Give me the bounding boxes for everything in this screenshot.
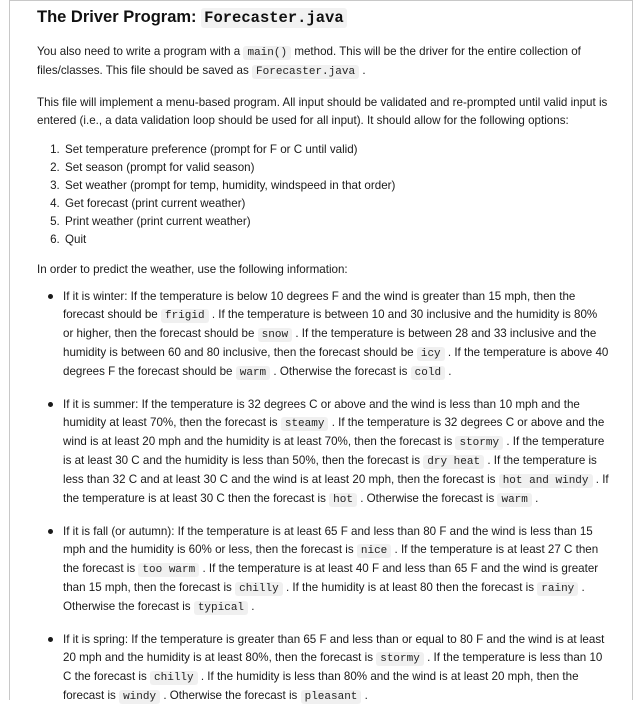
rule-text: If it is winter: If the temperature is below 10 degrees F and the wind is greater than 15 mph, then the forecast should be (63, 290, 576, 321)
season-rules-list (37, 288, 609, 706)
inline-code: Forecaster.java (252, 65, 359, 79)
forecast-code: cold (411, 366, 445, 380)
bullet-icon (48, 637, 53, 642)
title-filename: Forecaster.java (201, 8, 347, 28)
rule-text: . If the temperature is 32 degrees C or above and the wind is at least 20 mph and the humidity is at least 70%, then the forecast is (63, 416, 605, 448)
forecast-code: frigid (161, 309, 209, 323)
forecast-code: icy (417, 347, 445, 361)
forecast-code: hot and windy (499, 474, 593, 488)
rule-text: If it is spring: If the temperature is greater than 65 F and less than or equal to 80 F and the wind is at least 20 mph and the humidity is at least 80%, then the forecast is (63, 633, 605, 664)
rule-text: If it is fall (or autumn): If the temperature is at least 65 F and less than 80 F and the wind is less than 15 mph and the humidity is 60% or less, then the forecast is (63, 525, 593, 556)
forecast-code: warm (236, 366, 270, 380)
title-text: The Driver Program: (37, 8, 197, 26)
intro-paragraph (37, 43, 609, 81)
rule-text: . Otherwise the forecast is (360, 492, 495, 505)
page-border-left (9, 0, 10, 700)
rule-text: . Otherwise the forecast is (63, 581, 585, 613)
forecast-code: typical (194, 601, 248, 615)
rule-text: . (535, 492, 539, 505)
forecast-code: chilly (235, 582, 283, 596)
document-content (37, 0, 609, 720)
menu-option: 1. Set temperature preference (prompt for F or C until valid) (63, 141, 609, 159)
forecast-code: steamy (281, 417, 329, 431)
rule-text: . If the temperature is at least 27 C then the forecast is (63, 543, 599, 575)
forecast-code: chilly (150, 671, 198, 685)
page-title (37, 6, 609, 29)
prediction-intro: In order to predict the weather, use the following information: (37, 263, 348, 276)
bullet-icon (48, 294, 53, 299)
rule-winter (63, 288, 609, 382)
rule-text: . If the humidity is at least 80 then the forecast is (285, 581, 535, 594)
rule-text: . (251, 600, 255, 613)
rule-text: . (448, 365, 452, 378)
forecast-code: warm (497, 493, 531, 507)
rule-text: . If the temperature is between 10 and 30 inclusive and the humidity is 80% or higher, then the forecast should be (63, 308, 598, 340)
rule-text: . Otherwise the forecast is (163, 689, 298, 702)
rule-text: . If the temperature is between 28 and 33 inclusive and the humidity is between 60 and 80 inclusive, then the forecast should be (63, 327, 597, 359)
rule-text: . (364, 689, 368, 702)
rule-text: . If the temperature is at least 30 C then the forecast is (63, 473, 609, 505)
rule-text: . If the humidity is less than 80% and the wind is at least 20 mph, then the forecast is (63, 670, 579, 702)
forecast-code: pleasant (301, 690, 362, 704)
bullet-icon (48, 529, 53, 534)
intro-text: . (362, 64, 366, 77)
rule-spring (63, 631, 609, 706)
menu-option: 6. Quit (63, 231, 609, 249)
rule-text: . If the temperature is above 40 degrees F the forecast should be (63, 346, 609, 378)
forecast-code: windy (119, 690, 160, 704)
menu-option: 3. Set weather (prompt for temp, humidity, windspeed in that order) (63, 177, 609, 195)
page-border-right (632, 0, 633, 700)
rule-summer (63, 396, 609, 509)
forecast-code: snow (258, 328, 292, 342)
rule-text: If it is summer: If the temperature is 32 degrees C or above and the wind is less than 10 mph and the humidity at least 70%, then the forecast is (63, 398, 580, 429)
menu-option: 2. Set season (prompt for valid season) (63, 159, 609, 177)
forecast-code: stormy (455, 436, 503, 450)
menu-options-list (37, 141, 609, 249)
inline-code: main() (243, 46, 291, 60)
rule-text: . Otherwise the forecast is (273, 365, 408, 378)
forecast-code: rainy (537, 582, 578, 596)
forecast-code: hot (329, 493, 357, 507)
rule-text: . If the temperature is at least 30 C and the humidity is less than 50%, then the forecast is (63, 435, 605, 467)
rule-text: . If the temperature is less than 10 C the forecast is (63, 651, 603, 683)
rule-fall (63, 523, 609, 617)
menu-option: 4. Get forecast (print current weather) (63, 195, 609, 213)
program-description: This file will implement a menu-based program. All input should be validated and re-prompted until valid input is entered (i.e., a data validation loop should be used for all input). It should allow for the following options: (37, 96, 608, 127)
intro-text: method. This will be the driver for the entire collection of files/classes. This file should be saved as (37, 45, 581, 77)
forecast-code: dry heat (423, 455, 484, 469)
forecast-code: stormy (376, 652, 424, 666)
intro-text: You also need to write a program with a (37, 45, 241, 58)
rule-text: . If the temperature is less than 32 C and at least 30 C and the wind is at least 20 mph, then the forecast is (63, 454, 597, 486)
bullet-icon (48, 402, 53, 407)
menu-option: 5. Print weather (print current weather) (63, 213, 609, 231)
forecast-code: too warm (138, 563, 199, 577)
rule-text: . If the temperature is at least 40 F and less than 65 F and the wind is greater than 15 mph, then the forecast is (63, 562, 599, 594)
forecast-code: nice (357, 544, 391, 558)
